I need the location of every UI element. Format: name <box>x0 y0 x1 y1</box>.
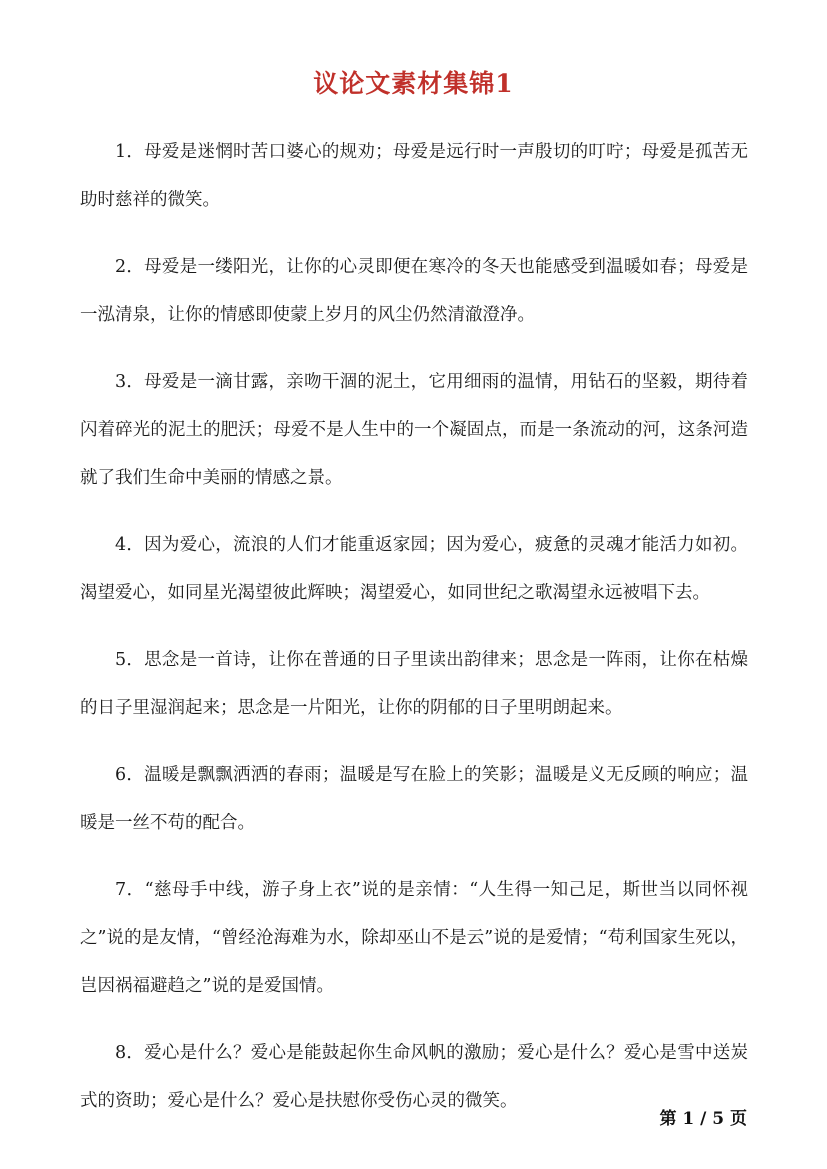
paragraph-5: 5．思念是一首诗，让你在普通的日子里读出韵律来；思念是一阵雨，让你在枯燥的日子里湿润起来；思念是一片阳光，让你的阴郁的日子里明朗起来。 <box>80 650 748 718</box>
document-body <box>80 128 748 1144</box>
paragraph-3: 3．母爱是一滴甘露，亲吻干涸的泥土，它用细雨的温情，用钻石的坚毅，期待着闪着碎光的泥土的肥沃；母爱不是人生中的一个凝固点，而是一条流动的河，这条河造就了我们生命中美丽的情感之景。 <box>80 372 748 488</box>
page-number: 第 1 / 5 页 <box>659 1109 747 1129</box>
paragraph-8: 8．爱心是什么？爱心是能鼓起你生命风帆的激励；爱心是什么？爱心是雪中送炭式的资助；爱心是什么？爱心是扶慰你受伤心灵的微笑。 <box>80 1043 748 1111</box>
page-title: 议论文素材集锦1 <box>313 69 514 98</box>
paragraph-7: 7．“慈母手中线，游子身上衣”说的是亲情：“人生得一知己足，斯世当以同怀视之”说的是友情，“曾经沧海难为水，除却巫山不是云”说的是爱情；“苟利国家生死以，岂因祸福避趋之”说的是爱国情。 <box>80 880 748 996</box>
paragraph-6: 6．温暖是飘飘洒洒的春雨；温暖是写在脸上的笑影；温暖是义无反顾的响应；温暖是一丝不苟的配合。 <box>80 765 748 833</box>
paragraph-4: 4．因为爱心，流浪的人们才能重返家园；因为爱心，疲惫的灵魂才能活力如初。渴望爱心，如同星光渴望彼此辉映；渴望爱心，如同世纪之歌渴望永远被唱下去。 <box>80 535 748 603</box>
paragraph-1: 1．母爱是迷惘时苦口婆心的规劝；母爱是远行时一声殷切的叮咛；母爱是孤苦无助时慈祥的微笑。 <box>80 142 748 210</box>
paragraph-2: 2．母爱是一缕阳光，让你的心灵即便在寒冷的冬天也能感受到温暖如春；母爱是一泓清泉，让你的情感即使蒙上岁月的风尘仍然清澈澄净。 <box>80 257 748 325</box>
